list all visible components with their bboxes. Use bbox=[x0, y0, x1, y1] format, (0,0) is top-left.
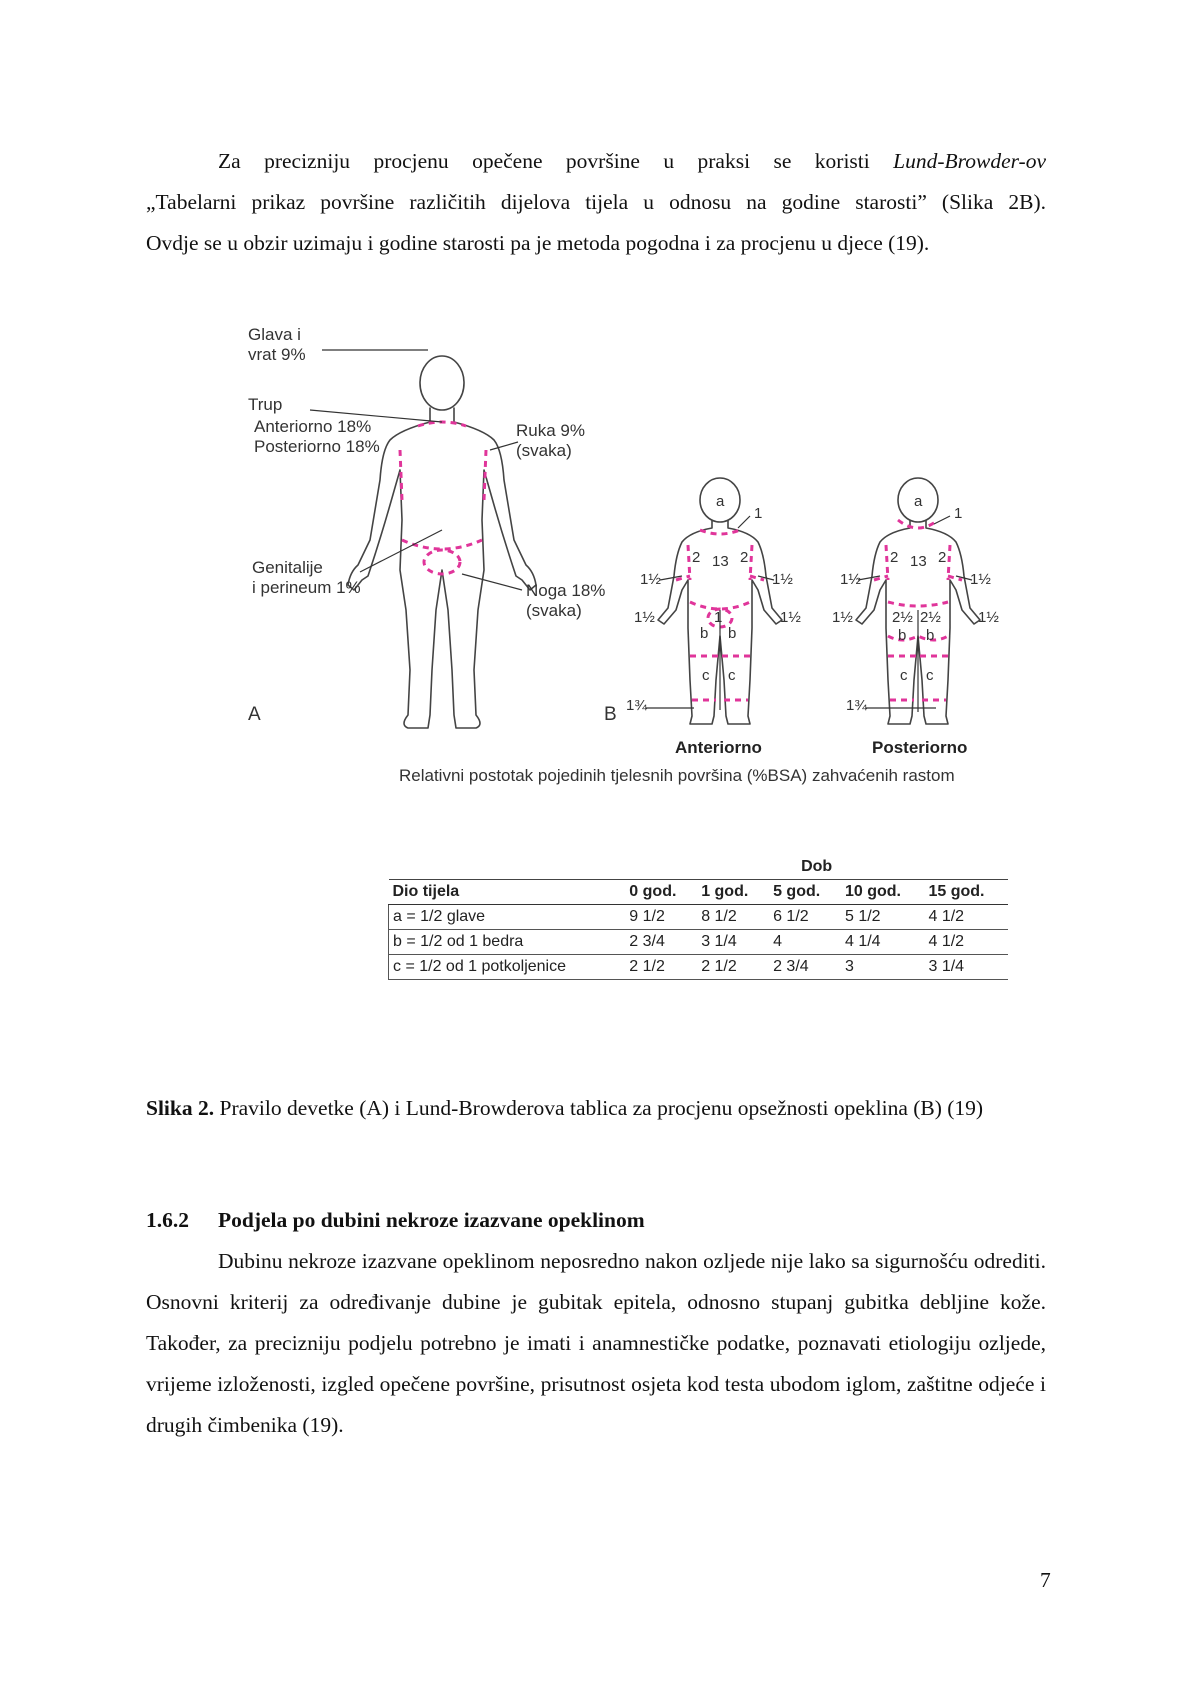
label-arm-1: Ruka 9% bbox=[516, 421, 585, 440]
label-trunk-3: Posteriorno 18% bbox=[254, 437, 380, 456]
table-cell: 6 1/2 bbox=[769, 905, 841, 930]
table-cell: 2 1/2 bbox=[697, 955, 769, 980]
child-post-b-right: b bbox=[926, 627, 935, 644]
child-ant-a: a bbox=[716, 493, 725, 510]
lund-browder-table bbox=[388, 855, 1008, 980]
child-ant-c-right: c bbox=[728, 667, 736, 684]
section-text: Dubinu nekroze izazvane opeklinom neposredno nakon ozljede nije lako sa sigurnošću odrediti. Osnovni kriterij za određivanje dubine je gubitak epitela, odnosno stupanj gubitka debljine kože. Također, za precizniju podjelu potrebno je imati i anamnestičke podatke, poznavati etiologiju ozljede, vrijeme izloženosti, izgled opečene površine, prisutnost osjeta kod testa ubodom iglom, zaštitne odjeće i drugih čimbenika (19). bbox=[146, 1249, 1046, 1437]
section-heading bbox=[146, 1208, 645, 1233]
child-ant-hand-right: 1½ bbox=[780, 609, 801, 626]
child-ant-b-right: b bbox=[728, 625, 737, 642]
child-post-b-left: b bbox=[898, 627, 907, 644]
table-cell: 3 1/4 bbox=[697, 930, 769, 955]
child-post-a: a bbox=[914, 493, 923, 510]
child-ant-arm-left: 1½ bbox=[640, 571, 661, 588]
child-ant-2-left: 2 bbox=[692, 549, 701, 566]
label-leg-1: Noga 18% bbox=[526, 581, 606, 600]
intro-line-2: „Tabelarni prikaz površine različitih dijelova tijela u odnosu na godine starosti” (Slika 2B). bbox=[146, 190, 1046, 214]
figure-caption bbox=[146, 1088, 1046, 1128]
child-post-13: 13 bbox=[910, 553, 927, 570]
child-post-2-right: 2 bbox=[938, 549, 947, 566]
table-cell: c = 1/2 od 1 potkoljenice bbox=[389, 955, 626, 980]
right-shoulder-burn-line bbox=[484, 450, 486, 500]
table-col-header: 0 god. bbox=[625, 880, 697, 905]
child-ant-genital-1: 1 bbox=[714, 609, 723, 626]
intro-line-1-text: Za precizniju procjenu opečene površine u praksi se koristi bbox=[218, 149, 894, 173]
table-col-header: 10 god. bbox=[841, 880, 925, 905]
section-paragraph bbox=[146, 1241, 1046, 1446]
child-ant-hand-left: 1½ bbox=[634, 609, 655, 626]
table-col-header: Dio tijela bbox=[389, 880, 626, 905]
table-row bbox=[389, 930, 1009, 955]
child-ant-b-left: b bbox=[700, 625, 709, 642]
table-row bbox=[389, 905, 1009, 930]
child-ant-13: 13 bbox=[712, 553, 729, 570]
child-ant-2-right: 2 bbox=[740, 549, 749, 566]
intro-line-3: Ovdje se u obzir uzimaju i godine starosti pa je metoda pogodna i za procjenu u djece (19). bbox=[146, 231, 930, 255]
child-post-c-left: c bbox=[900, 667, 908, 684]
child-post-feet: 1¾ bbox=[846, 697, 867, 714]
child-ant-c-left: c bbox=[702, 667, 710, 684]
child-post-waist bbox=[888, 602, 948, 606]
table-cell: 8 1/2 bbox=[697, 905, 769, 930]
intro-line-1 bbox=[146, 141, 1046, 182]
child-ant-feet: 1¾ bbox=[626, 697, 647, 714]
table-row bbox=[389, 955, 1009, 980]
table-cell: 3 bbox=[841, 955, 925, 980]
label-genital-1: Genitalije bbox=[252, 558, 323, 577]
table-cell: 5 1/2 bbox=[841, 905, 925, 930]
child-ant-neck-line bbox=[700, 530, 740, 534]
section-title: Podjela po dubini nekroze izazvane opeklinom bbox=[218, 1208, 645, 1232]
child-post-arm-left: 1½ bbox=[840, 571, 861, 588]
adult-body-outline bbox=[348, 356, 536, 728]
page-number: 7 bbox=[1040, 1568, 1051, 1592]
table-cell: 9 1/2 bbox=[625, 905, 697, 930]
intro-paragraph bbox=[146, 141, 1046, 264]
label-genital-2: i perineum 1% bbox=[252, 578, 361, 597]
child-post-buttock-right: 2½ bbox=[920, 609, 941, 626]
table-col-header: 1 god. bbox=[697, 880, 769, 905]
child-post-buttock-left: 2½ bbox=[892, 609, 913, 626]
child-post-arm-right: 1½ bbox=[970, 571, 991, 588]
table-header-row bbox=[389, 880, 1009, 905]
intro-italic-term: Lund-Browder-ov bbox=[893, 149, 1046, 173]
table-cell: 4 1/2 bbox=[924, 930, 1008, 955]
child-post-1-neck: 1 bbox=[954, 505, 963, 522]
label-head-1: Glava i bbox=[248, 325, 301, 344]
label-trunk-1: Trup bbox=[248, 395, 283, 414]
caption-text: Pravilo devetke (A) i Lund-Browderova tablica za procjenu opsežnosti opeklina (B) (19) bbox=[214, 1096, 984, 1120]
child-ant-arm-right: 1½ bbox=[772, 571, 793, 588]
table-group-header: Dob bbox=[625, 855, 1008, 880]
table-cell: 4 1/2 bbox=[924, 905, 1008, 930]
figure-illustration bbox=[248, 325, 1020, 840]
child-post-hand-right: 1½ bbox=[978, 609, 999, 626]
child-post-c-right: c bbox=[926, 667, 934, 684]
table-group-spacer bbox=[389, 855, 626, 880]
anterior-label: Anteriorno bbox=[675, 738, 762, 757]
caption-label: Slika 2. bbox=[146, 1096, 215, 1120]
section-number: 1.6.2 bbox=[146, 1208, 189, 1232]
table-cell: 4 bbox=[769, 930, 841, 955]
table-col-header: 5 god. bbox=[769, 880, 841, 905]
child-post-2-left: 2 bbox=[890, 549, 899, 566]
figure-subtitle: Relativni postotak pojedinih tjelesnih površina (%BSA) zahvaćenih rastom bbox=[399, 766, 955, 785]
panel-b-letter: B bbox=[604, 704, 617, 725]
table-cell: a = 1/2 glave bbox=[389, 905, 626, 930]
label-head-2: vrat 9% bbox=[248, 345, 306, 364]
table-cell: 4 1/4 bbox=[841, 930, 925, 955]
table-group-header-row bbox=[389, 855, 1009, 880]
posterior-label: Posteriorno bbox=[872, 738, 968, 757]
table-cell: b = 1/2 od 1 bedra bbox=[389, 930, 626, 955]
table-cell: 2 3/4 bbox=[769, 955, 841, 980]
table-cell: 2 1/2 bbox=[625, 955, 697, 980]
table-col-header: 15 god. bbox=[924, 880, 1008, 905]
label-trunk-2: Anteriorno 18% bbox=[254, 417, 372, 436]
label-arm-2: (svaka) bbox=[516, 441, 572, 460]
table-cell: 3 1/4 bbox=[924, 955, 1008, 980]
child-ant-1-neck: 1 bbox=[754, 505, 763, 522]
panel-a-letter: A bbox=[248, 704, 261, 725]
table-cell: 2 3/4 bbox=[625, 930, 697, 955]
child-post-hand-left: 1½ bbox=[832, 609, 853, 626]
label-leg-2: (svaka) bbox=[526, 601, 582, 620]
